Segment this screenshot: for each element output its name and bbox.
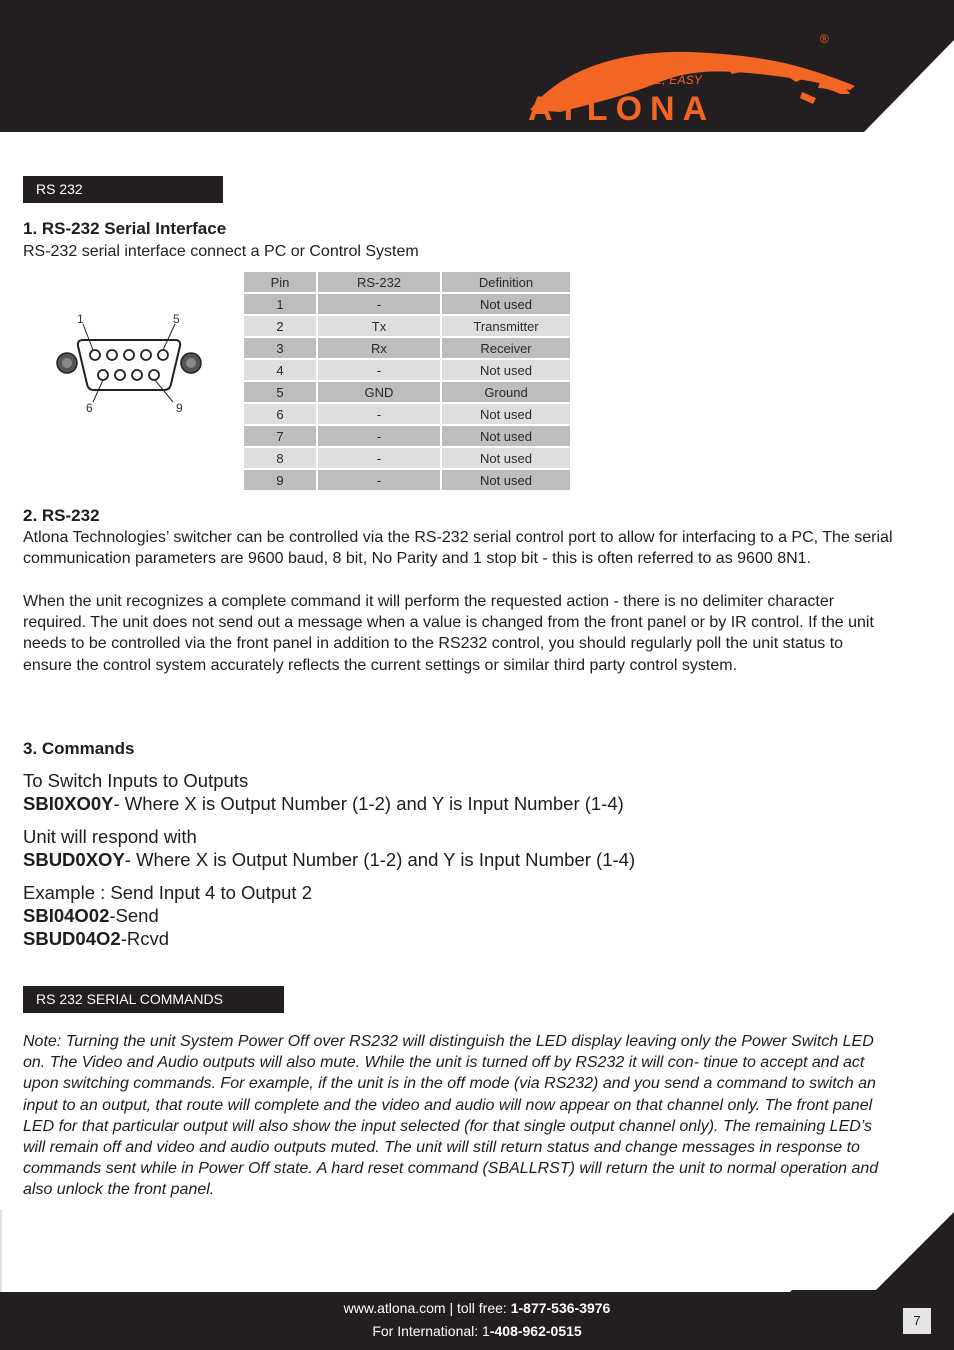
table-row bbox=[244, 470, 570, 490]
example-rcvd-code: SBUD04O2 bbox=[23, 928, 121, 949]
page-number: 7 bbox=[903, 1308, 931, 1334]
switch-command-code: SBI0XO0Y bbox=[23, 793, 114, 814]
cell-pin: 6 bbox=[244, 404, 316, 424]
footer-site-text: www.atlona.com | toll free: bbox=[343, 1300, 511, 1316]
power-off-note: Note: Turning the unit System Power Off over RS232 will distinguish the LED display leaving only the Power Switch LED on. The Video and Audio outputs will also mute. While the unit is turned off by RS232 it will con- tinue to accept and act upon switching commands. For example, if the unit is in the off mode (via RS232) and you send a command to switch an input to an output, that route will complete and the video and audio will now appear on that channel only. The front panel LED for that particular output will also show the input selected (for that single output channel only). The remaining LED’s will remain off and video and audio outputs muted. The unit will still return status and change messages in response to commands sent while in Power Off state. A hard reset command (SBALLRST) will return the unit to normal operation and also unlock the front panel. bbox=[23, 1033, 879, 1199]
cell-signal: - bbox=[318, 470, 440, 490]
example-send-code: SBI04O02 bbox=[23, 905, 110, 926]
cell-definition: Not used bbox=[442, 448, 570, 468]
serial-interface-text: RS-232 serial interface connect a PC or Control System bbox=[23, 243, 419, 260]
table-row bbox=[244, 338, 570, 358]
example-command-block bbox=[23, 881, 893, 950]
respond-command-line bbox=[23, 848, 893, 871]
footer-international-line bbox=[0, 1323, 954, 1339]
table-row bbox=[244, 448, 570, 468]
heading-commands: 3. Commands bbox=[23, 739, 135, 758]
rs232-paragraph-2: When the unit recognizes a complete command it will perform the requested action - there is no delimiter character required. The unit does not send out a message when a value is changed from the front panel or by IR control. If the unit needs to be controlled via the front panel in addition to the RS232 control, you should regularly poll the unit status to ensure the control system accurately reflects the current settings or similar third party control system. bbox=[23, 593, 874, 674]
col-header-rs232: RS-232 bbox=[318, 272, 440, 292]
cell-signal: - bbox=[318, 448, 440, 468]
pin-label-1: 1 bbox=[77, 312, 84, 326]
section-bar-rs232: RS 232 bbox=[23, 176, 223, 203]
logo-wordmark: ATLONA bbox=[528, 90, 716, 128]
header-corner-shape bbox=[864, 0, 954, 132]
pin-label-5: 5 bbox=[173, 312, 180, 326]
cell-signal: - bbox=[318, 360, 440, 380]
footer-corner-shape bbox=[790, 1212, 954, 1292]
respond-intro: Unit will respond with bbox=[23, 826, 197, 847]
cell-definition: Not used bbox=[442, 404, 570, 424]
cell-signal: GND bbox=[318, 382, 440, 402]
cell-pin: 2 bbox=[244, 316, 316, 336]
cell-signal: Tx bbox=[318, 316, 440, 336]
footer-contact-line bbox=[0, 1300, 954, 1316]
pin-label-9: 9 bbox=[176, 401, 183, 415]
table-header-row bbox=[244, 272, 570, 292]
switch-command-line bbox=[23, 792, 893, 815]
example-send-suffix: -Send bbox=[109, 905, 159, 926]
cell-definition: Not used bbox=[442, 360, 570, 380]
registered-mark: ® bbox=[820, 32, 829, 46]
cell-pin: 1 bbox=[244, 294, 316, 314]
pin-definition-table bbox=[242, 270, 572, 492]
logo-tagline: SIMPLE, EASY bbox=[617, 73, 703, 87]
cell-definition: Not used bbox=[442, 294, 570, 314]
table-row bbox=[244, 294, 570, 314]
cell-signal: - bbox=[318, 426, 440, 446]
table-row bbox=[244, 404, 570, 424]
cell-pin: 8 bbox=[244, 448, 316, 468]
switch-command-desc: - Where X is Output Number (1-2) and Y is Input Number (1-4) bbox=[113, 793, 624, 814]
footer-intl-number: -408-962-0515 bbox=[489, 1323, 582, 1339]
table-row bbox=[244, 360, 570, 380]
example-rcvd-suffix: -Rcvd bbox=[120, 928, 169, 949]
page-footer bbox=[0, 1292, 954, 1350]
cell-pin: 4 bbox=[244, 360, 316, 380]
footer-tollfree-number: 1-877-536-3976 bbox=[510, 1300, 611, 1316]
switch-command-block bbox=[23, 769, 893, 815]
cell-definition: Not used bbox=[442, 426, 570, 446]
cell-pin: 9 bbox=[244, 470, 316, 490]
respond-command-block bbox=[23, 825, 893, 871]
footer-left-rule bbox=[0, 1210, 2, 1292]
section-bar-serial-commands: RS 232 SERIAL COMMANDS bbox=[23, 986, 284, 1013]
cell-definition: Not used bbox=[442, 470, 570, 490]
footer-intl-prefix: For International: 1 bbox=[372, 1323, 490, 1339]
col-header-pin: Pin bbox=[244, 272, 316, 292]
switch-intro: To Switch Inputs to Outputs bbox=[23, 770, 249, 791]
table-row bbox=[244, 382, 570, 402]
cell-signal: - bbox=[318, 404, 440, 424]
cell-signal: Rx bbox=[318, 338, 440, 358]
table-row bbox=[244, 316, 570, 336]
table-row bbox=[244, 426, 570, 446]
respond-command-code: SBUD0XOY bbox=[23, 849, 125, 870]
respond-command-desc: - Where X is Output Number (1-2) and Y is Input Number (1-4) bbox=[124, 849, 636, 870]
example-rcvd-line bbox=[23, 927, 893, 950]
cell-definition: Ground bbox=[442, 382, 570, 402]
cell-pin: 3 bbox=[244, 338, 316, 358]
example-intro: Example : Send Input 4 to Output 2 bbox=[23, 882, 312, 903]
cell-pin: 5 bbox=[244, 382, 316, 402]
cell-definition: Receiver bbox=[442, 338, 570, 358]
heading-serial-interface: 1. RS-232 Serial Interface bbox=[23, 219, 227, 238]
rs232-paragraph-1: Atlona Technologies’ switcher can be controlled via the RS-232 serial control port to allow for interfacing to a PC, The serial communication parameters are 9600 baud, 8 bit, No Parity and 1 stop bit - this is often referred to as 9600 8N1. bbox=[23, 529, 893, 568]
cell-definition: Transmitter bbox=[442, 316, 570, 336]
cell-signal: - bbox=[318, 294, 440, 314]
pin-label-6: 6 bbox=[86, 401, 93, 415]
heading-rs232: 2. RS-232 bbox=[23, 506, 100, 525]
cell-pin: 7 bbox=[244, 426, 316, 446]
col-header-definition: Definition bbox=[442, 272, 570, 292]
example-send-line bbox=[23, 904, 893, 927]
